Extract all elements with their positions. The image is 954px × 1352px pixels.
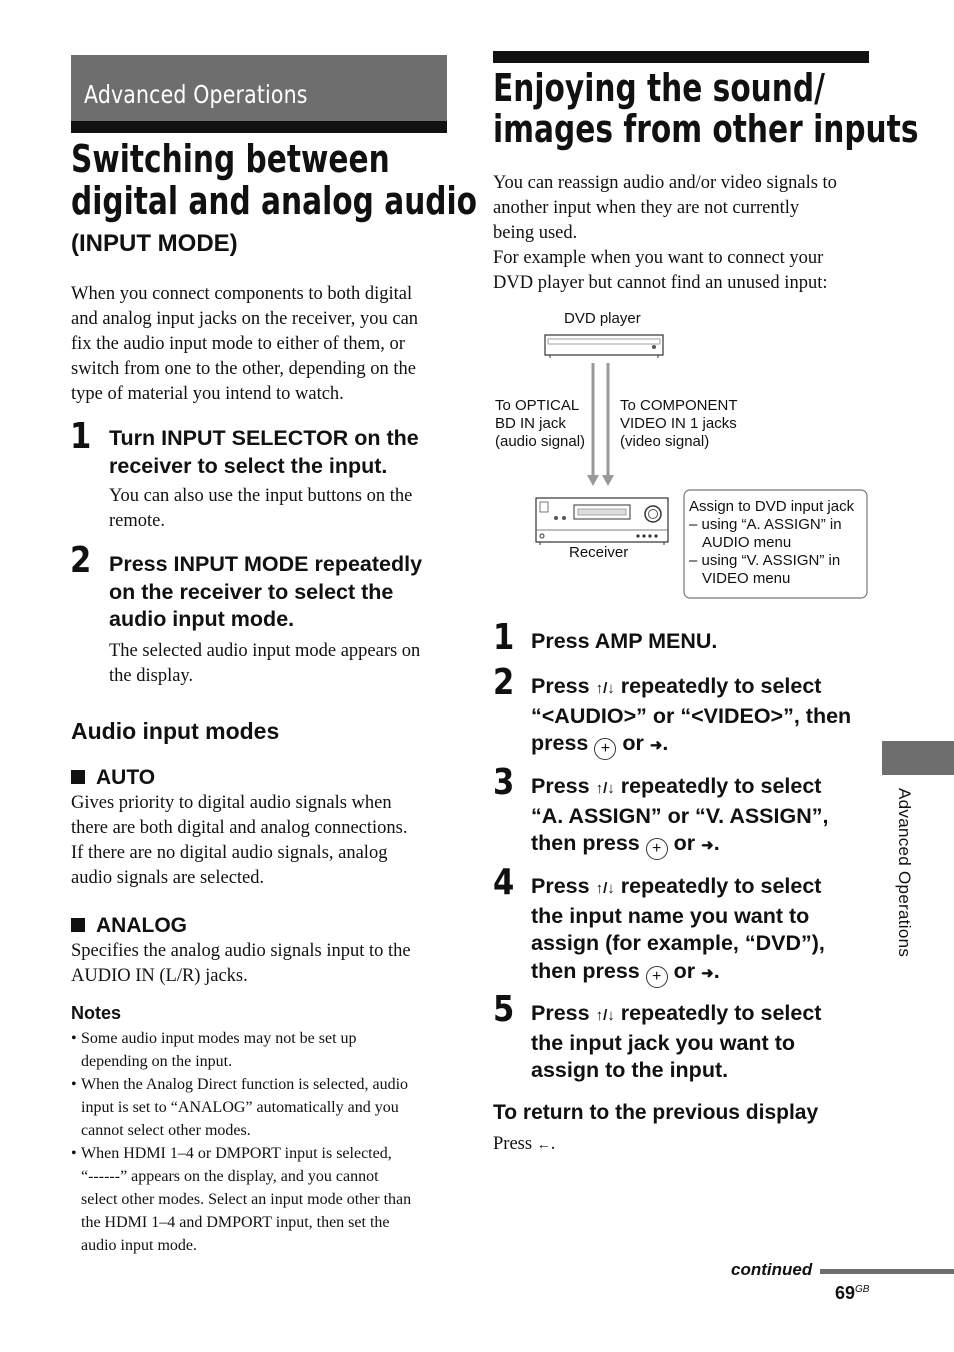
enter-button-icon: +	[594, 738, 616, 760]
right-intro-line: You can reassign audio and/or video signals to	[493, 173, 837, 193]
note-line: input is set to “ANALOG” automatically and you	[81, 1099, 399, 1116]
right-intro-line: being used.	[493, 223, 578, 243]
assign-callout-text	[689, 498, 869, 588]
step-line: Turn INPUT SELECTOR on the	[109, 426, 419, 450]
dvd-player-label: DVD player	[564, 310, 641, 327]
continued-bar	[820, 1269, 954, 1274]
desc-line: there are both digital and analog connections.	[71, 818, 408, 838]
label-line: To COMPONENT	[620, 397, 738, 414]
right-step-5: Press ↑/↓ repeatedly to select the input jack you want to assign to the input.	[531, 1001, 822, 1082]
enter-button-icon: +	[646, 966, 668, 988]
audio-input-modes-heading: Audio input modes	[71, 718, 280, 744]
desc-line: If there are no digital audio signals, analog	[71, 843, 388, 863]
mode-auto-heading: AUTO	[96, 766, 156, 789]
component-label	[620, 397, 738, 451]
note-line: cannot select other modes.	[81, 1122, 251, 1139]
note-line: select other modes. Select an input mode other than	[81, 1191, 412, 1208]
step-line: audio input mode.	[109, 607, 295, 631]
right-step-number-1: 1	[493, 617, 515, 658]
left-intro-line: fix the audio input mode to either of them, or	[71, 334, 405, 354]
label-line: To OPTICAL	[495, 397, 580, 414]
left-step-2-detail	[109, 639, 420, 689]
callout-line: Assign to DVD input jack	[689, 498, 855, 515]
detail-line: remote.	[109, 511, 165, 531]
note-line: • Some audio input modes may not be set up	[81, 1030, 357, 1047]
up-down-arrow-icon: ↑/↓	[595, 1007, 615, 1024]
left-step-2	[109, 551, 422, 634]
enter-button-icon: +	[646, 838, 668, 860]
right-arrow-icon: ➜	[701, 837, 714, 854]
right-arrow-icon: ➜	[649, 737, 663, 754]
left-intro-line: switch from one to the other, depending on the	[71, 359, 417, 379]
up-down-arrow-icon: ↑/↓	[595, 680, 615, 697]
notes-heading: Notes	[71, 1003, 122, 1023]
step-line: Press INPUT MODE repeatedly	[109, 552, 423, 576]
square-bullet-icon	[71, 918, 85, 932]
right-intro-line: For example when you want to connect your	[493, 248, 824, 268]
up-down-arrow-icon: ↑/↓	[595, 780, 615, 797]
dvd-player-icon	[545, 335, 663, 355]
note-item	[71, 1073, 451, 1142]
side-tab-marker	[882, 741, 954, 775]
detail-line: The selected audio input mode appears on	[109, 641, 421, 661]
left-intro-line: type of material you intend to watch.	[71, 384, 344, 404]
note-line: “------” appears on the display, and you cannot	[81, 1168, 379, 1185]
right-arrow-icon: ➜	[701, 964, 714, 982]
return-text: Press ←.	[493, 1134, 556, 1154]
right-title-line-2: images from other inputs	[493, 107, 919, 151]
mode-analog-description	[71, 939, 451, 989]
mode-auto-description	[71, 791, 451, 891]
desc-line: Gives priority to digital audio signals when	[71, 793, 392, 813]
left-intro	[71, 282, 451, 407]
notes-list	[71, 1027, 451, 1257]
left-title-line-2: digital and analog audio	[71, 179, 478, 223]
back-arrow-icon: ←	[536, 1138, 551, 1153]
continued-label: continued	[731, 1260, 813, 1279]
right-step-number-5: 5	[493, 989, 515, 1030]
left-step-1-detail	[109, 484, 412, 534]
step-line: on the receiver to select the	[109, 579, 394, 604]
right-step-number-2: 2	[493, 662, 515, 703]
right-step-number-4: 4	[493, 862, 515, 903]
note-line: • When HDMI 1–4 or DMPORT input is selected,	[81, 1145, 392, 1162]
right-step-1: Press AMP MENU.	[531, 629, 718, 653]
callout-line: AUDIO menu	[702, 534, 792, 551]
side-tab-label: Advanced Operations	[895, 788, 914, 958]
note-item	[71, 1027, 451, 1073]
desc-line: audio signals are selected.	[71, 868, 265, 888]
detail-line: You can also use the input buttons on the	[109, 486, 413, 506]
label-line: (audio signal)	[495, 433, 586, 450]
right-intro-line: another input when they are not currently	[493, 198, 800, 218]
left-title-subtitle: (INPUT MODE)	[71, 230, 238, 257]
right-step-number-3: 3	[493, 762, 515, 803]
left-title-line-1: Switching between	[71, 137, 390, 181]
right-step-2: Press ↑/↓ repeatedly to select “<AUDIO>” or “<VIDEO>”, then press + or ➜.	[531, 673, 851, 760]
note-line: audio input mode.	[81, 1237, 197, 1254]
label-line: VIDEO IN 1 jacks	[620, 415, 737, 432]
square-bullet-icon	[71, 770, 85, 784]
callout-line: – using “A. ASSIGN” in	[689, 516, 842, 533]
desc-line: Specifies the analog audio signals input to the	[71, 941, 411, 961]
optical-label	[495, 397, 585, 451]
page-number-suffix: GB	[855, 1284, 870, 1295]
right-intro-line: DVD player but cannot find an unused input:	[493, 273, 828, 293]
right-step-3: Press ↑/↓ repeatedly to select “A. ASSIGN” or “V. ASSIGN”, then press + or ➜.	[531, 773, 828, 860]
note-line: the HDMI 1–4 and DMPORT input, then set the	[81, 1214, 390, 1231]
note-line: depending on the input.	[81, 1053, 233, 1070]
left-intro-line: and analog input jacks on the receiver, you can	[71, 309, 419, 329]
section-banner-rule	[71, 121, 447, 133]
left-intro-line: When you connect components to both digital	[71, 284, 413, 304]
label-line: BD IN jack	[495, 415, 566, 432]
left-step-number-1: 1	[70, 416, 92, 457]
receiver-label: Receiver	[569, 544, 629, 561]
label-line: (video signal)	[620, 433, 710, 450]
note-line: • When the Analog Direct function is selected, audio	[81, 1076, 409, 1093]
left-step-number-2: 2	[70, 540, 92, 581]
desc-line: AUDIO IN (L/R) jacks.	[71, 966, 248, 986]
page-number: $69^{GB}$	[835, 1283, 870, 1303]
return-heading: To return to the previous display	[493, 1101, 819, 1124]
right-intro	[493, 171, 878, 296]
right-title-rule	[493, 51, 869, 63]
mode-analog-heading: ANALOG	[96, 914, 187, 937]
right-title-line-1: Enjoying the sound/	[493, 66, 825, 110]
callout-line: VIDEO menu	[702, 570, 791, 587]
left-step-1	[109, 425, 419, 480]
note-item	[71, 1142, 451, 1257]
step-line: receiver to select the input.	[109, 453, 388, 478]
detail-line: the display.	[109, 666, 194, 686]
up-down-arrow-icon: ↑/↓	[595, 880, 615, 897]
right-step-4: Press ↑/↓ repeatedly to select the input name you want to assign (for example, “DVD”), then press + or ➜.	[531, 873, 825, 988]
section-banner-title: Advanced Operations	[84, 80, 308, 109]
callout-line: – using “V. ASSIGN” in	[689, 552, 841, 569]
